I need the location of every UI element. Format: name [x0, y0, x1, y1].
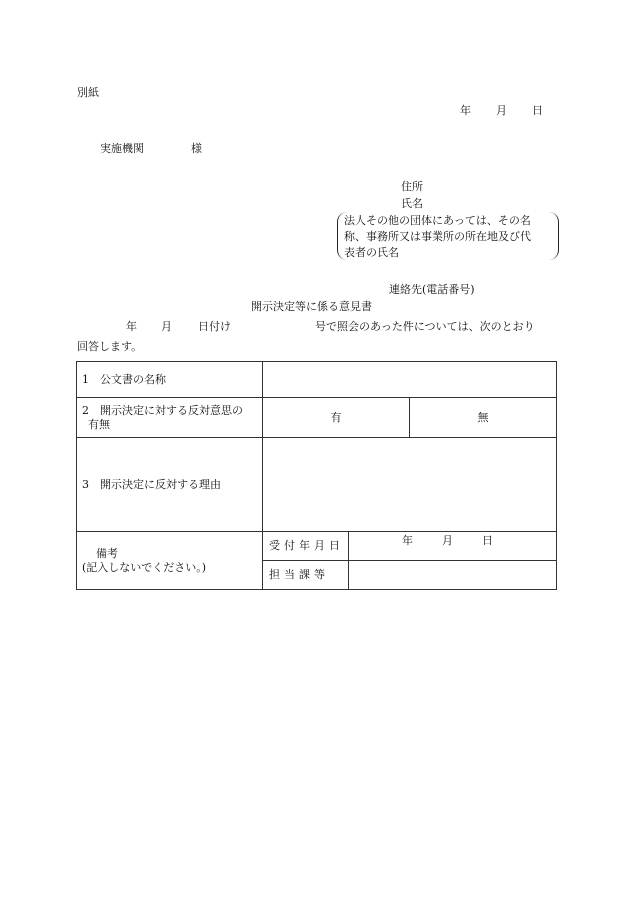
table-row [77, 532, 557, 561]
addressee [100, 142, 202, 155]
body-dated: 日付け [198, 320, 231, 333]
remarks-note: (記入しないでください。) [82, 560, 207, 574]
representative-note [344, 213, 556, 261]
in-charge-field [349, 561, 557, 590]
date-year: 年 [460, 104, 471, 117]
body-year: 年 [126, 320, 137, 333]
document-title: 開示決定等に係る意見書 [251, 300, 372, 313]
body-month: 月 [161, 320, 172, 333]
addressee-honorific: 様 [191, 142, 202, 155]
objection-label [77, 398, 263, 438]
document-name-label: 1 公文書の名称 [77, 362, 263, 398]
table-row [77, 398, 557, 438]
table-row [77, 362, 557, 398]
in-charge-label: 担当課等 [263, 561, 349, 590]
received-date-label: 受付年月日 [263, 532, 349, 561]
body-text-line2: 回答します。 [77, 340, 143, 353]
date-day: 日 [532, 104, 543, 117]
objection-label-line1: 2 開示決定に対する反対意思の [82, 404, 243, 418]
remarks-cell [77, 532, 263, 590]
date-header [460, 104, 543, 117]
addressee-name: 実施機関 [100, 142, 144, 155]
received-date-value [349, 532, 557, 561]
reason-field[interactable] [263, 438, 557, 532]
objection-no-option[interactable]: 無 [410, 398, 557, 438]
attachment-label: 別紙 [77, 86, 99, 99]
address-label: 住所 [401, 180, 423, 193]
objection-yes-option[interactable]: 有 [263, 398, 410, 438]
received-month: 月 [442, 534, 453, 547]
name-label: 氏名 [401, 197, 423, 210]
representative-note-line: 称、事務所又は事業所の所在地及び代 [344, 230, 531, 243]
remarks-label: 備考 [96, 547, 118, 561]
body-text-line1: 号で照会のあった件については、次のとおり [315, 320, 535, 333]
received-day: 日 [482, 534, 493, 547]
opinion-table [76, 361, 557, 590]
reason-label: 3 開示決定に反対する理由 [77, 438, 263, 532]
received-year: 年 [402, 534, 413, 547]
objection-label-line2: 有無 [88, 417, 110, 431]
contact-label: 連絡先(電話番号) [389, 283, 475, 296]
representative-note-line: 法人その他の団体にあっては、その名 [344, 214, 531, 227]
table-row [77, 438, 557, 532]
date-month: 月 [496, 104, 507, 117]
document-name-field[interactable] [263, 362, 557, 398]
representative-note-line: 表者の氏名 [344, 246, 399, 259]
